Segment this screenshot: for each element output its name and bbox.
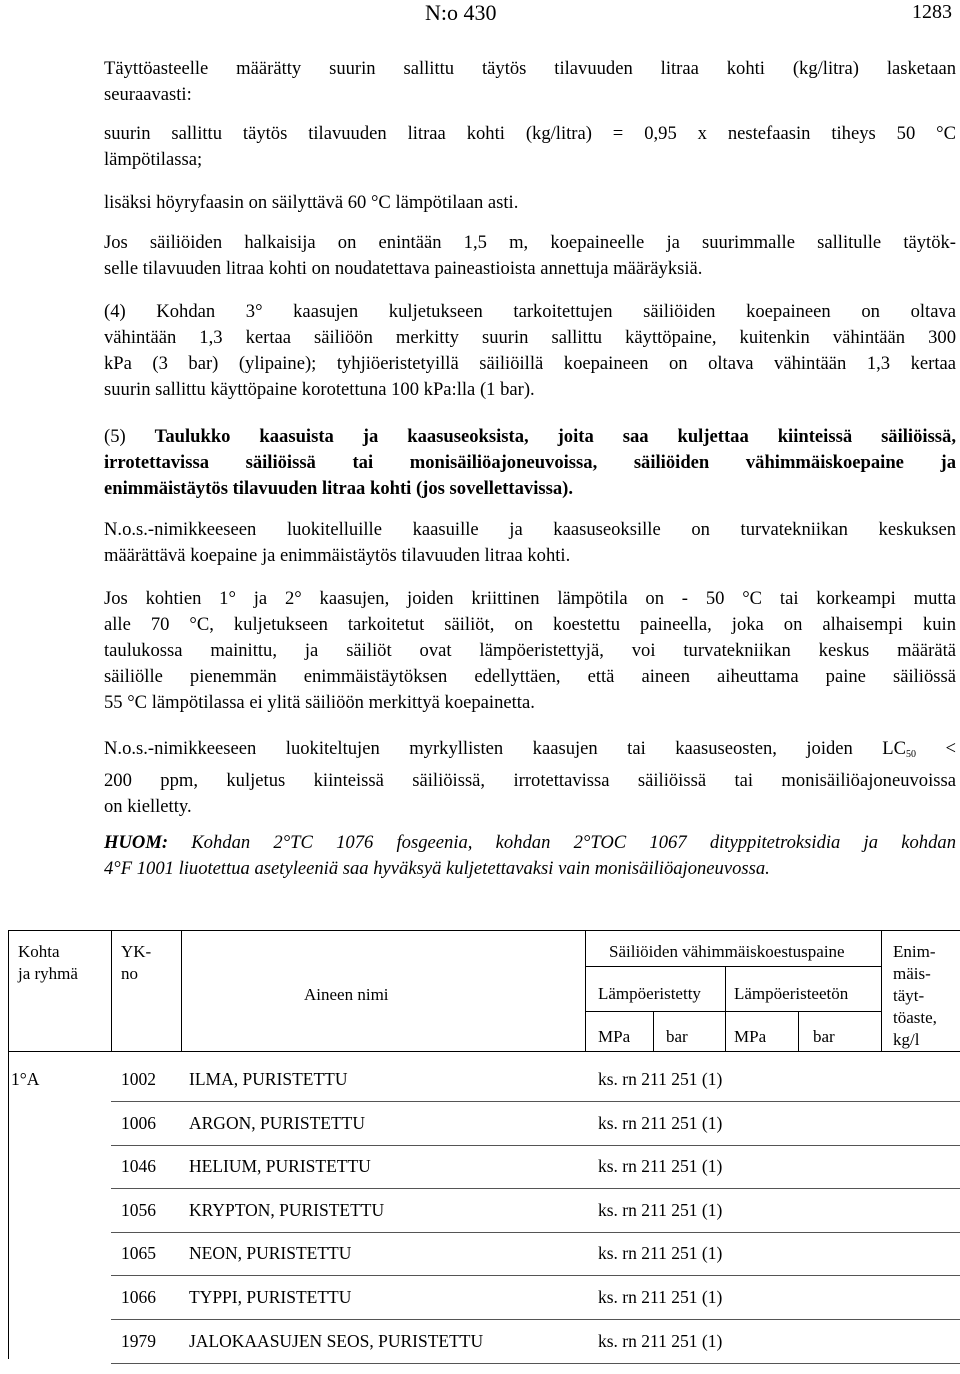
text-line: seuraavasti: [104,84,192,105]
cell-yk-number: 1046 [121,1156,156,1177]
table-subheader-line [585,966,881,967]
text-line: alle 70 °C, kuljetukseen tarkoitetut säiliöt, on koestettu paineella, joka on alhaisempi kuin [104,614,956,635]
header-text: täyt- [893,986,925,1005]
paragraph-vapour-phase [104,190,956,216]
table-row [8,1286,960,1330]
row-separator [111,1275,960,1276]
text-line: enimmäistäytös tilavuuden litraa kohti (jos sovellettavissa). [104,478,573,499]
cell-substance-name: ARGON, PURISTETTU [189,1112,365,1133]
cell-reference: ks. rn 211 251 (1) [598,1112,723,1133]
header-text: Enim- [893,942,936,961]
text-line: N.o.s.-nimikkeeseen luokitelluille kaasuille ja kaasuseoksille on turvatekniikan keskuksen [104,519,956,540]
table-header-bottom-border [8,1051,960,1052]
text-line: suurin sallittu käyttöpaine korotettuna 100 kPa:lla (1 bar). [104,379,535,400]
text-line: irrotettavissa säiliöissä tai monisäiliöajoneuvoissa, säiliöiden vähimmäiskoepaine ja [104,452,956,473]
table-divider [585,930,586,1051]
paragraph-note [104,830,956,882]
text-line: taulukossa mainittu, ja säiliöt ovat lämpöeristettyjä, voi turvatekniikan keskus määrätä [104,640,956,661]
page-header-number: N:o 430 [425,0,497,25]
cell-substance-name: KRYPTON, PURISTETTU [189,1199,385,1220]
text-line: lisäksi höyryfaasin on säilyttävä 60 °C lämpötilaan asti. [104,192,519,213]
cell-yk-number: 1006 [121,1112,156,1133]
cell-reference: ks. rn 211 251 (1) [598,1156,723,1177]
header-sailio-koestuspaine: Säiliöiden vähimmäiskoestuspaine [609,942,845,961]
row-separator [111,1363,960,1364]
text-line: määrättävä koepaine ja enimmäistäytös tilavuuden litraa kohti. [104,545,571,566]
header-text: töaste, [893,1008,937,1027]
gas-table [8,930,960,1359]
cell-substance-name: ILMA, PURISTETTU [189,1069,348,1089]
cell-yk-number: 1056 [121,1199,156,1220]
table-divider [725,966,726,1051]
table-row [8,1155,960,1199]
table-row [8,1068,960,1112]
table-row [8,1112,960,1156]
table-divider [798,1011,799,1051]
header-aineen-nimi: Aineen nimi [304,985,389,1004]
text-line: säiliölle pienemmän enimmäistäytöksen edellyttäen, että aineen aiheuttama paine säiliössä [104,666,956,687]
cell-kohta: 1°A [11,1069,40,1089]
text-line: selle tilavuuden litraa kohti on noudatettava paineastioista annettuja määräyksiä. [104,258,703,279]
table-divider [111,930,112,1051]
cell-substance-name: JALOKAASUJEN SEOS, PURISTETTU [189,1330,484,1351]
row-separator [111,1319,960,1320]
text-line: 4°F 1001 liuotettua asetyleeniä saa hyväksyä kuljetettavaksi vain monisäiliöajoneuvossa. [104,858,770,879]
page-number: 1283 [912,1,952,23]
text-line: Taulukko kaasuista ja kaasuseoksista, joita saa kuljettaa kiinteissä säiliöissä, [154,426,956,447]
table-divider [181,930,182,1051]
table-top-border [8,930,960,931]
row-separator [111,1101,960,1102]
table-subheader-line [585,1011,881,1012]
row-separator [111,1145,960,1146]
header-text: YK- [121,942,152,961]
header-enimmaistaytoaste [893,941,937,1051]
cell-yk-number: 1979 [121,1330,156,1351]
row-separator [111,1232,960,1233]
header-text: Kohta [18,942,60,961]
text-line: Kohdan 2°TC 1076 fosgeenia, kohdan 2°TOC 1067 dityppitetroksidia ja kohdan [168,832,956,853]
table-row [8,1199,960,1243]
subscript: 50 [906,749,917,760]
header-lampoeristetty: Lämpöeristetty [598,984,701,1003]
text-line: lämpötilassa; [104,149,203,170]
header-bar: bar [666,1027,688,1046]
table-divider [881,930,882,1051]
cell-yk-number: 1065 [121,1243,156,1264]
table-row [8,1242,960,1286]
header-kohta [18,941,78,985]
paragraph-max-filling-formula [104,121,956,173]
header-bar: bar [813,1027,835,1046]
cell-reference: ks. rn 211 251 (1) [598,1287,723,1307]
cell-substance-name: HELIUM, PURISTETTU [189,1156,371,1177]
header-mpa: MPa [598,1027,631,1046]
text-line: vähintään 1,3 kertaa säiliöön merkitty suurin sallittu käyttöpaine, kuitenkin vähintään 300 [104,327,956,348]
paragraph-filling-ratio-intro [104,56,956,108]
text-fragment: < [916,738,956,759]
cell-yk-number: 1066 [121,1287,156,1307]
paragraph-nos-classified [104,517,956,569]
cell-substance-name: NEON, PURISTETTU [189,1243,352,1264]
paragraph-section-5-heading [104,424,956,502]
text-line: Jos kohtien 1° ja 2° kaasujen, joiden kriittinen lämpötila on - 50 °C tai korkeampi mutta [104,588,956,609]
text-line: suurin sallittu täytös tilavuuden litraa kohti (kg/litra) = 0,95 x nestefaasin tiheys 50 °C [104,123,956,144]
cell-reference: ks. rn 211 251 (1) [598,1069,723,1089]
header-text: ja ryhmä [18,964,78,983]
table-divider [653,1011,654,1051]
cell-reference: ks. rn 211 251 (1) [598,1199,723,1220]
text-line: (4) Kohdan 3° kaasujen kuljetukseen tarkoitettujen säiliöiden koepaineen on oltava [104,301,956,322]
paragraph-diameter-rule [104,230,956,282]
cell-reference: ks. rn 211 251 (1) [598,1243,723,1264]
row-separator [111,1188,960,1189]
paragraph-critical-temperature [104,586,956,716]
text-line: 200 ppm, kuljetus kiinteissä säiliöissä, irrotettavissa säiliöissä tai monisäiliöajoneuvoissa [104,770,956,791]
note-label: HUOM: [104,832,169,853]
text-line: Täyttöasteelle määrätty suurin sallittu täytös tilavuuden litraa kohti (kg/litra) lasketaan [104,58,956,79]
text-line: on kielletty. [104,796,192,817]
header-lampoeristeeton: Lämpöeristeetön [734,984,849,1003]
cell-reference: ks. rn 211 251 (1) [598,1330,723,1351]
cell-substance-name: TYPPI, PURISTETTU [189,1287,352,1307]
paragraph-toxic-gases [104,736,956,820]
header-text: kg/l [893,1030,920,1049]
header-text: no [121,964,138,983]
text-line: kPa (3 bar) (ylipaine); tyhjiöeristetyillä säiliöillä koepaineen on oltava vähintään 1,3 kertaa [104,353,956,374]
paragraph-section-4 [104,299,956,403]
cell-yk-number: 1002 [121,1069,156,1089]
text-line: Jos säiliöiden halkaisija on enintään 1,5 m, koepaineelle ja suurimmalle sallitulle täytök- [104,232,956,253]
text-line: 55 °C lämpötilassa ei ylitä säiliöön merkittyä koepainetta. [104,692,535,713]
table-row [8,1330,960,1374]
header-mpa: MPa [734,1027,767,1046]
header-yk-number [121,941,151,985]
header-text: mäis- [893,964,931,983]
text-line: N.o.s.-nimikkeeseen luokiteltujen myrkyllisten kaasujen tai kaasuseosten, joiden LC [104,738,907,759]
section-number: (5) [104,426,155,447]
